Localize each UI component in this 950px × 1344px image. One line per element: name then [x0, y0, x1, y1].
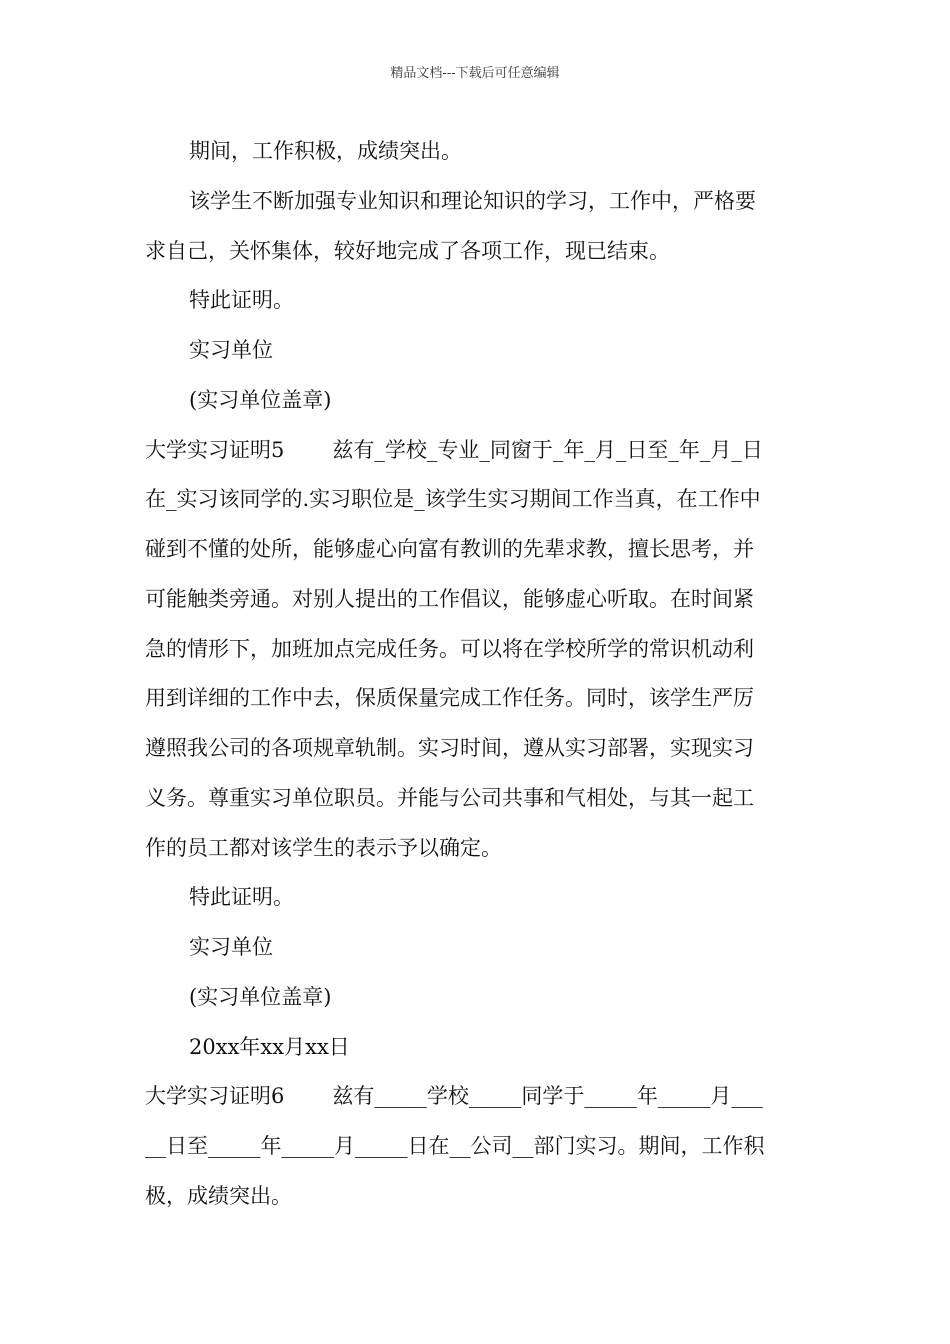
body-line-text: 兹有_____学校_____同学于_____年_____月___	[332, 1084, 763, 1108]
body-line: 在_实习该同学的.实习职位是_该学生实习期间工作当真，在工作中	[145, 487, 761, 511]
body-line: 求自己，关怀集体，较好地完成了各项工作，现已结束。	[145, 239, 670, 263]
body-line: 可能触类旁通。对别人提出的工作倡议，能够虚心听取。在时间紧	[145, 587, 754, 611]
body-line: 急的情形下，加班加点完成任务。可以将在学校所学的常识机动利	[145, 637, 754, 661]
page-header: 精品文档---下载后可任意编辑	[390, 66, 560, 81]
body-line: __日至_____年_____月_____日在__公司__部门实习。期间，工作积	[145, 1134, 765, 1158]
date-line: 20xx年xx月xx日	[189, 1035, 350, 1059]
body-line: (实习单位盖章)	[189, 985, 332, 1009]
body-line: (实习单位盖章)	[189, 388, 332, 412]
section-title: 大学实习证明5	[145, 438, 285, 462]
body-line: 碰到不懂的处所，能够虚心向富有教训的先辈求教，擅长思考，并	[145, 537, 754, 561]
section-heading-line	[145, 435, 763, 465]
body-line-text: 兹有_学校_专业_同窗于_年_月_日至_年_月_日	[332, 438, 763, 462]
body-line: 实习单位	[189, 338, 273, 362]
body-line: 期间，工作积极，成绩突出。	[189, 139, 462, 163]
section-title: 大学实习证明6	[145, 1084, 285, 1108]
body-line: 该学生不断加强专业知识和理论知识的学习，工作中，严格要	[189, 189, 756, 213]
body-line: 用到详细的工作中去，保质保量完成工作任务。同时，该学生严厉	[145, 686, 754, 710]
body-line: 作的员工都对该学生的表示予以确定。	[145, 836, 502, 860]
body-line: 义务。尊重实习单位职员。并能与公司共事和气相处，与其一起工	[145, 786, 754, 810]
body-line: 实习单位	[189, 935, 273, 959]
section-heading-line	[145, 1081, 763, 1111]
body-line: 遵照我公司的各项规章轨制。实习时间，遵从实习部署，实现实习	[145, 736, 754, 760]
body-line: 极，成绩突出。	[145, 1184, 292, 1208]
body-line: 特此证明。	[189, 885, 294, 909]
body-line: 特此证明。	[189, 288, 294, 312]
